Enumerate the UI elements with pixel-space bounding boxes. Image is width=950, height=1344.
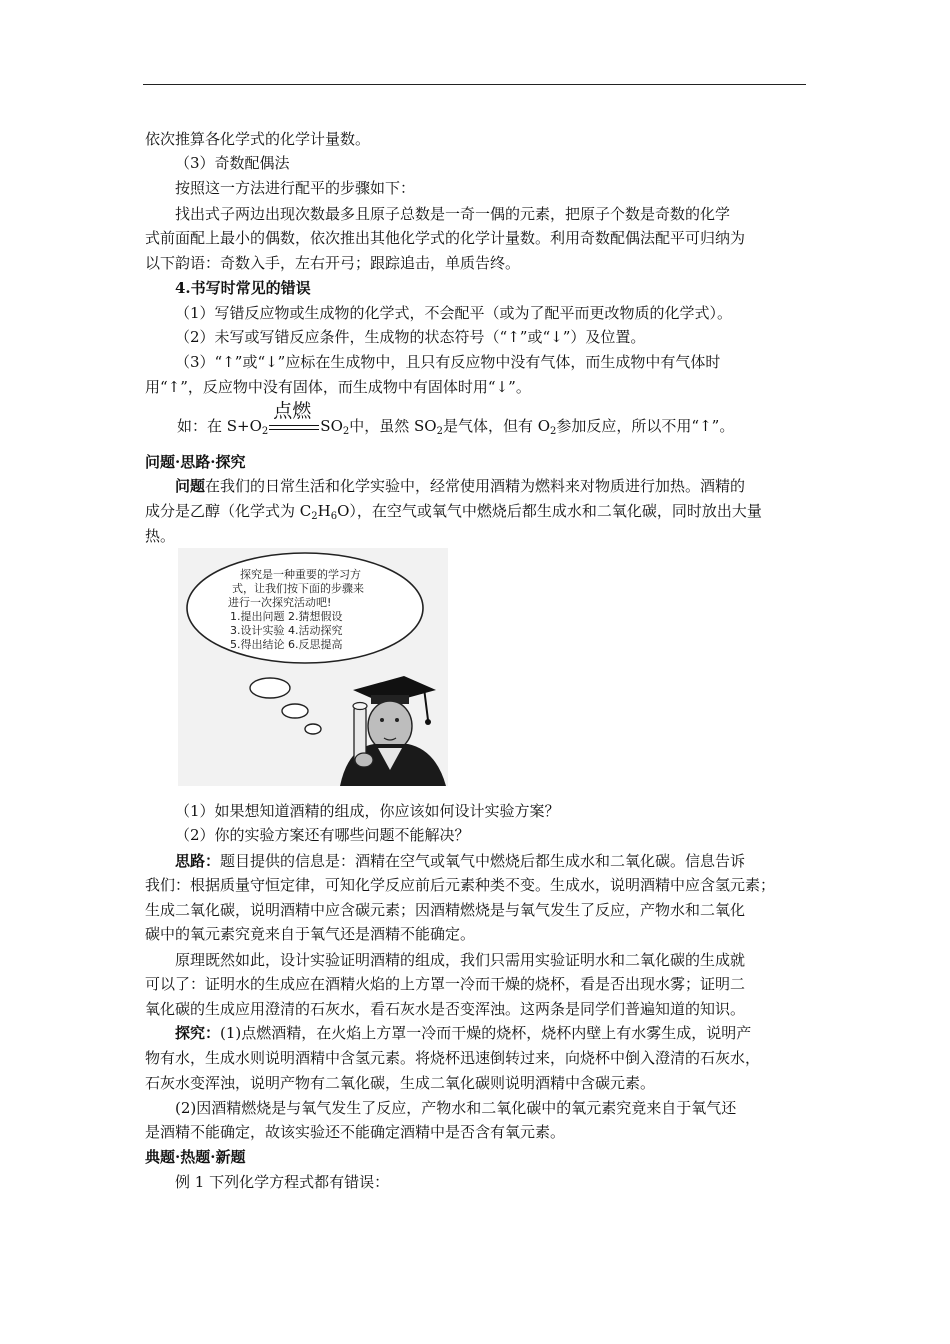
subscript: 2 bbox=[311, 511, 318, 522]
eq-text: SO bbox=[320, 417, 343, 435]
bubble-line: 5.得出结论 6.反思提高 bbox=[230, 638, 343, 651]
eq-text: 如：在 S+O bbox=[177, 417, 262, 435]
subscript: 2 bbox=[261, 426, 269, 437]
question-line bbox=[145, 474, 837, 499]
bubble-line: 探究是一种重要的学习方 bbox=[240, 568, 361, 581]
question-item: （1）如果想知道酒精的组成，你应该如何设计实验方案？ bbox=[175, 802, 560, 820]
explore-line: 石灰水变浑浊，说明产物有二氧化碳，生成二氧化碳则说明酒精中含碳元素。 bbox=[145, 1074, 656, 1092]
bubble-line: 进行一次探究活动吧! bbox=[228, 596, 332, 609]
explore-line bbox=[145, 1021, 837, 1046]
thinking-graduate-illustration bbox=[178, 548, 448, 786]
paragraph-line: 找出式子两边出现次数最多且原子总数是一奇一偶的元素，把原子个数是奇数的化学 bbox=[175, 205, 731, 223]
analysis-text: 题目提供的信息是：酒精在空气或氧气中燃烧后都生成水和二氧化碳。信息告诉 bbox=[220, 852, 746, 870]
list-item: （2）未写或写错反应条件，生成物的状态符号（“↑”或“↓”）及位置。 bbox=[175, 328, 646, 346]
explore-line: 物有水，生成水则说明酒精中含氢元素。将烧杯迅速倒转过来，向烧杯中倒入澄清的石灰水， bbox=[145, 1049, 761, 1067]
analysis-line: 生成二氧化碳，说明酒精中应含碳元素；因酒精燃烧是与氧气发生了反应，产物水和二氧化 bbox=[145, 901, 746, 919]
paragraph-line: 式前面配上最小的偶数，依次推出其他化学式的化学计量数。利用奇数配偶法配平可归纳为 bbox=[145, 229, 746, 247]
paragraph-line: 原理既然如此，设计实验证明酒精的组成，我们只需用实验证明水和二氧化碳的生成就 bbox=[175, 951, 746, 969]
question-line: 热。 bbox=[145, 527, 176, 545]
section-heading: 4.书写时常见的错误 bbox=[175, 279, 311, 297]
face bbox=[368, 701, 412, 751]
small-bubble bbox=[250, 678, 290, 698]
bubble-line: 式，让我们按下面的步骤来 bbox=[232, 582, 364, 595]
paragraph-line: 依次推算各化学式的化学计量数。 bbox=[145, 130, 371, 148]
analysis-line: 我们：根据质量守恒定律，可知化学反应前后元素种类不变。生成水，说明酒精中应含氢元素； bbox=[145, 876, 776, 894]
list-item: （3）“↑”或“↓”应标在生成物中，且只有反应物中没有气体，而生成物中有气体时 bbox=[175, 353, 721, 371]
explore-line: 是酒精不能确定，故该实验还不能确定酒精中是否含有氧元素。 bbox=[145, 1123, 566, 1141]
eq-text: 参加反应，所以不用“↑”。 bbox=[556, 417, 735, 435]
subscript: 2 bbox=[550, 426, 557, 437]
question-text: 成分是乙醇（化学式为 C bbox=[145, 502, 312, 520]
explore-line: (2)因酒精燃烧是与氧气发生了反应，产物水和二氧化碳中的氧元素究竟来自于氧气还 bbox=[175, 1099, 737, 1117]
section-heading: 问题·思路·探究 bbox=[145, 453, 246, 471]
equation-line bbox=[145, 400, 839, 445]
question-text: O），在空气或氧气中燃烧后都生成水和二氧化碳，同时放出大量 bbox=[337, 502, 762, 520]
analysis-label: 思路： bbox=[175, 852, 221, 870]
question-text: 在我们的日常生活和化学实验中，经常使用酒精为燃料来对物质进行加热。酒精的 bbox=[205, 477, 746, 495]
paragraph-line: 氧化碳的生成应用澄清的石灰水，看石灰水是否变浑浊。这两条是同学们普遍知道的知识。 bbox=[145, 1000, 746, 1018]
bubble-line: 3.设计实验 4.活动探究 bbox=[230, 624, 343, 637]
method-heading: （3）奇数配偶法 bbox=[175, 154, 290, 172]
small-bubble bbox=[305, 724, 321, 734]
explore-label: 探究： bbox=[175, 1024, 221, 1042]
subscript: 2 bbox=[436, 426, 443, 437]
subscript: 2 bbox=[342, 426, 350, 437]
paragraph-line: 用“↑”，反应物中没有固体，而生成物中有固体时用“↓”。 bbox=[145, 378, 531, 396]
explore-text: (1)点燃酒精，在火焰上方罩一冷而干燥的烧杯，烧杯内壁上有水雾生成，说明产 bbox=[220, 1024, 752, 1042]
paragraph-line: 按照这一方法进行配平的步骤如下： bbox=[175, 179, 416, 197]
bubble-line: 1.提出问题 2.猜想假设 bbox=[230, 610, 343, 623]
analysis-line: 碳中的氧元素究竟来自于氧气还是酒精不能确定。 bbox=[145, 925, 476, 943]
list-item: （1）写错反应物或生成物的化学式，不会配平（或为了配平而更改物质的化学式）。 bbox=[175, 304, 733, 322]
illustration bbox=[178, 548, 448, 786]
example-line: 例 1 下列化学方程式都有错误： bbox=[175, 1173, 390, 1191]
section-heading: 典题·热题·新题 bbox=[145, 1148, 246, 1166]
condition-label: 点燃 bbox=[273, 400, 312, 422]
header-rule bbox=[143, 84, 806, 85]
question-label: 问题 bbox=[175, 477, 206, 495]
subscript: 6 bbox=[330, 511, 338, 522]
question-item: （2）你的实验方案还有哪些问题不能解决？ bbox=[175, 826, 470, 844]
analysis-line bbox=[145, 849, 837, 874]
question-text: H bbox=[317, 502, 331, 520]
small-bubble bbox=[282, 704, 308, 718]
reaction-condition bbox=[269, 400, 319, 439]
eq-text: 是气体，但有 O bbox=[442, 417, 551, 435]
paragraph-line: 以下韵语：奇数入手，左右开弓；跟踪追击，单质告终。 bbox=[145, 254, 521, 272]
eq-text: 中，虽然 SO bbox=[349, 417, 437, 435]
paragraph-line: 可以了：证明水的生成应在酒精火焰的上方罩一冷而干燥的烧杯，看是否出现水雾；证明二 bbox=[145, 975, 746, 993]
